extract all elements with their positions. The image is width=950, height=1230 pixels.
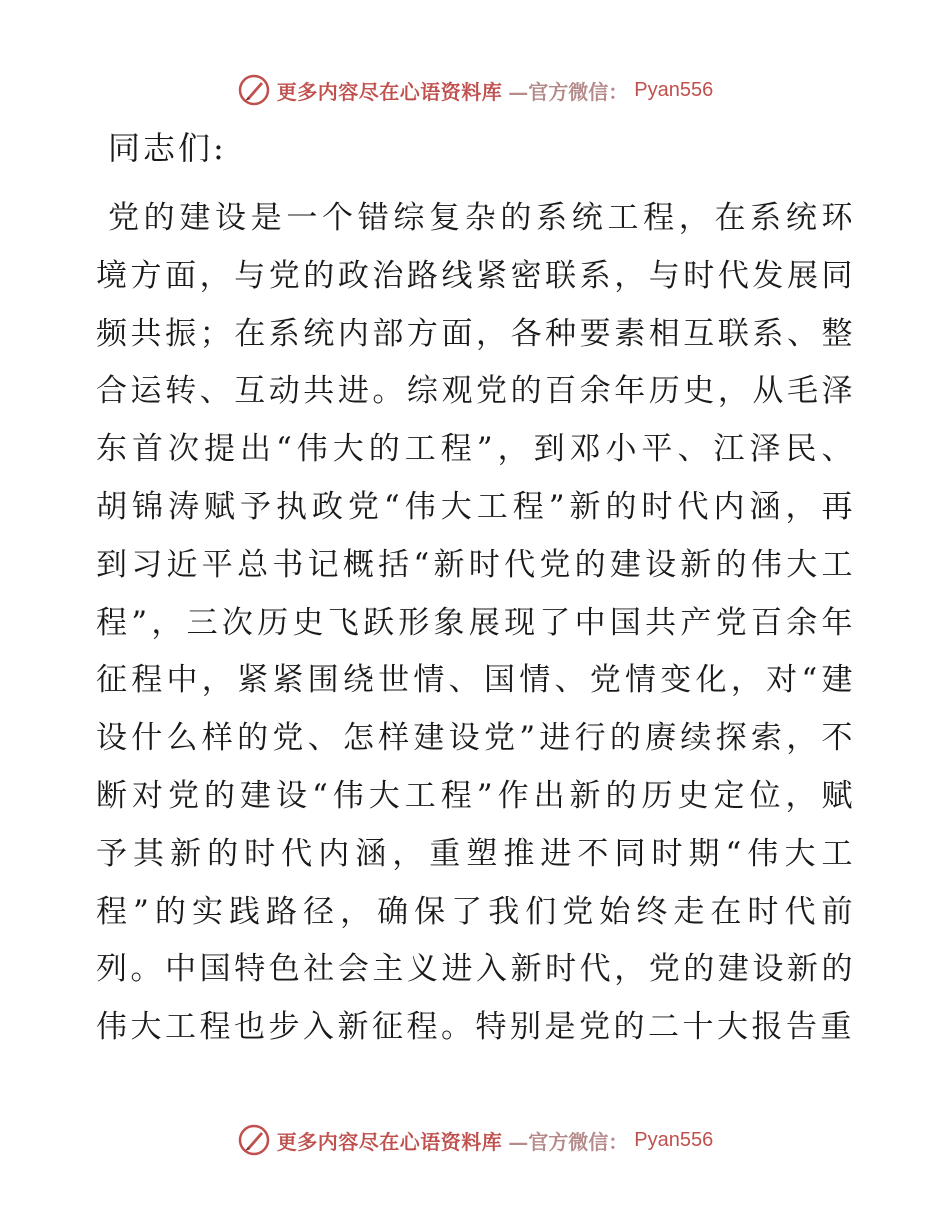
quill-pen-circle-icon	[237, 73, 271, 107]
quill-pen-circle-icon	[237, 1123, 271, 1157]
footer-watermark-banner	[0, 1120, 950, 1160]
banner-site-text: 更多内容尽在心语资料库	[276, 79, 503, 104]
header-watermark-banner	[0, 70, 950, 110]
banner-wechat-handle: Pyan556	[634, 1128, 714, 1151]
body-paragraph: 党的建设是一个错综复杂的系统工程，在系统环境方面，与党的政治路线紧密联系，与时代发展同频共振；在系统内部方面，各种要素相互联系、整合运转、互动共进。综观党的百余年历史，从毛泽东首次提出“伟大的工程”，到邓小平、江泽民、胡锦涛赋予执政党“伟大工程”新的时代内涵，再到习近平总书记概括“新时代党的建设新的伟大工程”，三次历史飞跃形象展现了中国共产党百余年征程中，紧紧围绕世情、国情、党情变化，对“建设什么样的党、怎样建设党”进行的赓续探索，不断对党的建设“伟大工程”作出新的历史定位，赋予其新的时代内涵，重塑推进不同时期“伟大工程”的实践路径，确保了我们党始终走在时代前列。中国特色社会主义进入新时代，党的建设新的伟大工程也步入新征程。特别是党的二十大报告重	[96, 200, 856, 1046]
salutation: 同志们:	[108, 129, 227, 167]
banner-wechat-handle: Pyan556	[634, 78, 714, 101]
banner-site-text: 更多内容尽在心语资料库	[276, 1129, 503, 1154]
banner-separator-text: —官方微信：	[508, 1129, 629, 1154]
banner-separator-text: —官方微信：	[508, 79, 629, 104]
